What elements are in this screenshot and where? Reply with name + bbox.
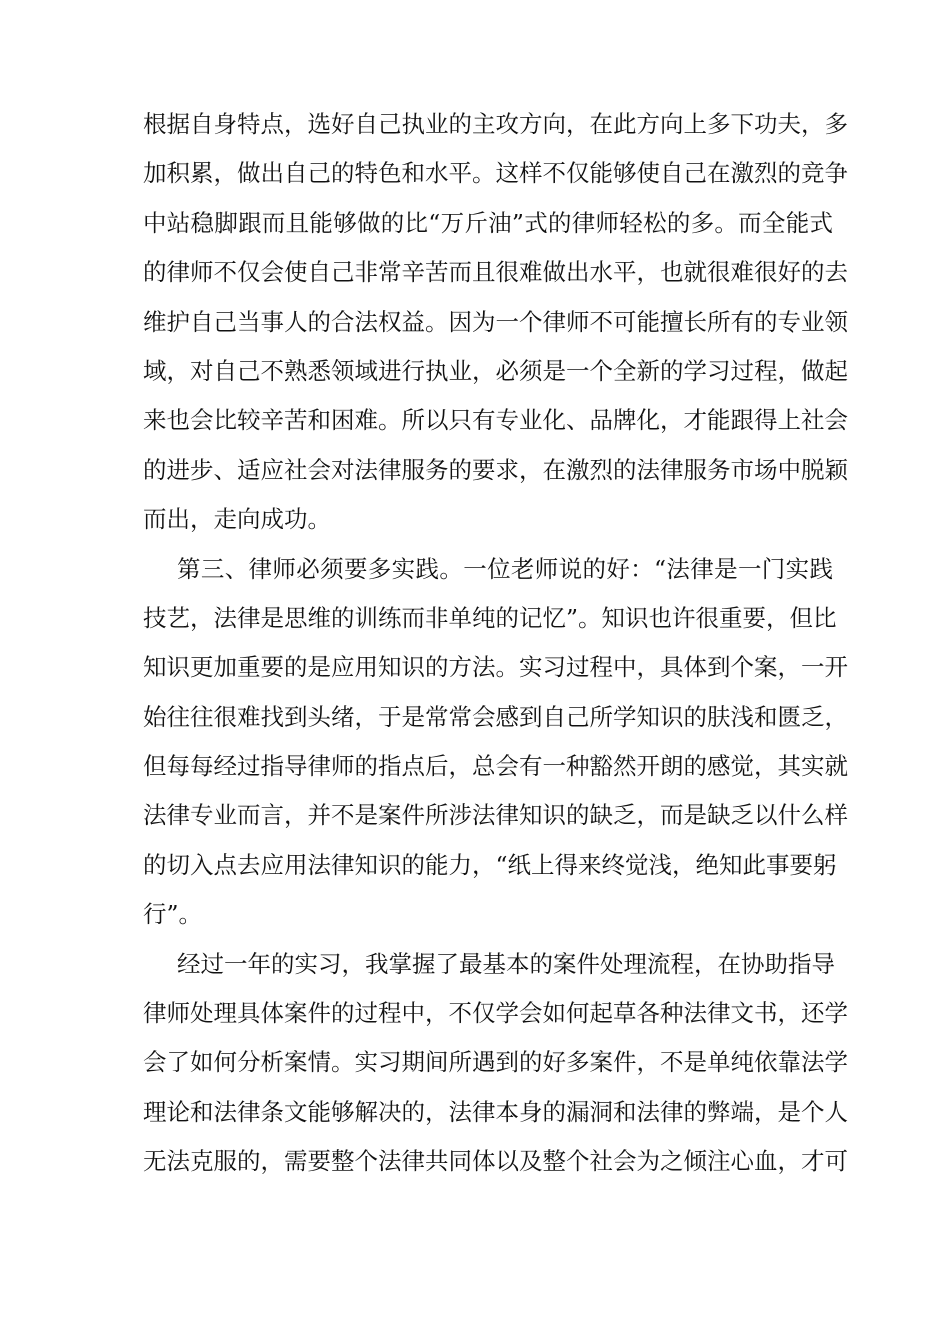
text-line: 律师处理具体案件的过程中，不仅学会如何起草各种法律文书，还学 [143, 999, 848, 1028]
text-line: 经过一年的实习，我掌握了最基本的案件处理流程，在协助指导 [177, 949, 835, 978]
text-line: 技艺，法律是思维的训练而非单纯的记忆”。知识也许很重要，但比 [143, 603, 837, 632]
text-line: 但每每经过指导律师的指点后，总会有一种豁然开朗的感觉，其实就 [143, 752, 848, 781]
text-line: 的进步、适应社会对法律服务的要求，在激烈的法律服务市场中脱颖 [143, 455, 848, 484]
text-line: 而出，走向成功。 [143, 505, 331, 534]
text-line: 法律专业而言，并不是案件所涉法律知识的缺乏，而是缺乏以什么样 [143, 801, 848, 830]
text-line: 会了如何分析案情。实习期间所遇到的好多案件，不是单纯依靠法学 [143, 1048, 848, 1077]
text-line: 加积累，做出自己的特色和水平。这样不仅能够使自己在激烈的竞争 [143, 159, 848, 188]
paragraph [143, 545, 848, 940]
text-line: 域，对自己不熟悉领域进行执业，必须是一个全新的学习过程，做起 [143, 356, 848, 385]
text-line: 来也会比较辛苦和困难。所以只有专业化、品牌化，才能跟得上社会 [143, 406, 848, 435]
paragraph [143, 100, 848, 545]
text-line: 中站稳脚跟而且能够做的比“万斤油”式的律师轻松的多。而全能式 [143, 208, 833, 237]
text-line: 维护自己当事人的合法权益。因为一个律师不可能擅长所有的专业领 [143, 307, 848, 336]
text-line: 根据自身特点，选好自己执业的主攻方向，在此方向上多下功夫，多 [143, 110, 848, 138]
body-text [143, 100, 848, 1187]
text-line: 的切入点去应用法律知识的能力，“纸上得来终觉浅，绝知此事要躬 [143, 850, 837, 879]
text-line: 第三、律师必须要多实践。一位老师说的好：“法律是一门实践 [177, 554, 833, 583]
text-line: 行”。 [143, 900, 203, 929]
paragraph [143, 940, 848, 1187]
text-line: 理论和法律条文能够解决的，法律本身的漏洞和法律的弊端，是个人 [143, 1097, 848, 1126]
text-line: 的律师不仅会使自己非常辛苦而且很难做出水平，也就很难很好的去 [143, 258, 848, 287]
text-line: 无法克服的，需要整个法律共同体以及整个社会为之倾注心血，才可 [143, 1147, 848, 1176]
text-line: 始往往很难找到头绪，于是常常会感到自己所学知识的肤浅和匮乏， [143, 702, 848, 731]
text-line: 知识更加重要的是应用知识的方法。实习过程中，具体到个案，一开 [143, 653, 848, 682]
